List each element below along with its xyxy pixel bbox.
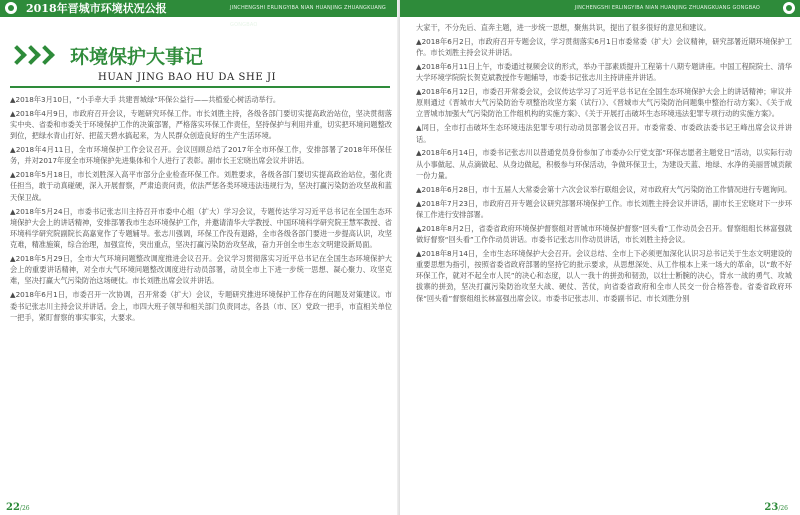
emblem-icon xyxy=(4,1,18,15)
right-body xyxy=(416,22,792,307)
left-header xyxy=(0,0,400,28)
right-page xyxy=(400,0,800,515)
event-paragraph: ▲2018年5月24日，市委书记张志川主持召开市委中心组（扩大）学习会议，专题传达学习习近平总书记在全国生态环境保护大会上的讲话精神，安排部署我市生态环境保护工作，并邀请清华大学教授、中国环境科学研究院王慧军教授、省环境科学研究院副院长高嘉宽作了专题辅导。张志川强调，环保工作没有退路，全市各级各部门要进一步提高认识，攻坚克难，精准施策，综合治理，加强宣传，突出重点，坚决打赢污染防治攻坚战，奋力开创全市生态文明建设新局面。 xyxy=(10,206,392,250)
event-paragraph: ▲2018年6月1日，市委召开一次协调，召开常委（扩大）会议，专题研究推进环境保护工作存在的问题及对策建议。市委书记张志川主持会议并讲话。会上，市四大班子领导和相关部门负责同志，各县（市、区）党政一把手，市直相关单位一把手，紧盯督察的事实事实，大要求。 xyxy=(10,290,392,322)
header-subtitle-left: JINCHENGSHI ERLINGYIBA NIAN HUANJING ZHUANGKUANG GONGBAO xyxy=(230,5,386,28)
event-paragraph: ▲2018年7月23日，市政府召开专题会议研究部署环境保护工作。市长刘胜主持会议并讲话，副市长王宏晓对下一步环保工作进行安排部署。 xyxy=(416,198,792,219)
page-number: 23 xyxy=(764,502,779,513)
left-body xyxy=(10,94,392,326)
section-title: 环境保护大事记 xyxy=(70,46,204,68)
report-title: 2018年晋城市环境状况公报 xyxy=(26,2,167,15)
event-paragraph: ▲2018年8月14日，全市生态环境保护大会召开。会议总结、全市上下必须更加深化认识习总书记关于生态文明建设的重要思想为指引，按照省委省政府部署的坚持它的批示要求，从思想深处、从工作根本上来一场大的革命，以“敢不好环保工作，就对不起全市人民”的决心和态度，以人一我十的拼劲和韧劲，以壮士断腕的决心，背水一战的勇气、攻城拔寨的拼劲，坚决打赢污染防治攻坚大战、硬仗、苦仗，向省委省政府和全市人民交一份合格答卷。省委省政府环保“回头看”督察组组长林富强出席会议。市委书记张志川、市委副书记、市长刘胜分别 xyxy=(416,248,792,303)
event-paragraph: ▲2018年6月11日上午，市委通过视频会议的形式，举办干部素质提升工程第十八期专题讲座。中国工程院院士、清华大学环境学院院长贺克斌教授作专题辅导，市委书记张志川主持讲座并讲话。 xyxy=(416,61,792,83)
event-paragraph: ▲2018年3月10日，“小手牵大手 共建晋城绿”环保公益行——共植爱心树活动举行。 xyxy=(10,95,281,104)
event-paragraph: ▲2018年5月18日，市长刘胜深入高平市部分企业检查环保工作。刘胜要求，各级各部门要切实提高政治站位，强化责任担当，敢于动真碰硬，深入开展督察，严肃追责问责，依法严惩各类环境违法违规行为，坚决打赢污染防治攻坚战和蓝天保卫战。 xyxy=(10,170,392,202)
event-paragraph: ▲同日，全市打击破坏生态环境违法犯罪专项行动动员部署会议召开。市委常委、市委政法委书记王峰出席会议并讲话。 xyxy=(416,123,792,144)
event-paragraph: ▲2018年4月11日，全市环境保护工作会议召开。会议回顾总结了2017年全市环保工作，安排部署了2018年环保任务，并对2017年度全市环境保护先进集体和个人进行了表彰。副市长王宏晓出席会议并讲话。 xyxy=(10,145,392,166)
heading-divider xyxy=(10,86,390,88)
emblem-icon xyxy=(782,1,796,15)
page-total: /26 xyxy=(19,505,30,512)
event-paragraph: ▲2018年4月9日，市政府召开会议，专题研究环保工作。市长刘胜主持，各级各部门要切实提高政治站位，坚决贯彻落实中央、省委和市委关于环境保护工作的决策部署，严格落实环保工作责任，坚持保护与利用并重，切实把环境问题整改到位，把绿水青山打好、把蓝天碧水搞起来，为人民群众创造良好的生产生活环境。 xyxy=(10,108,392,141)
event-paragraph: ▲2018年6月2日，市政府召开专题会议，学习贯彻落实6月1日市委常委（扩大）会议精神，研究部署近期环境保护工作。市长刘胜主持会议并讲话。 xyxy=(416,36,792,58)
page-total: /26 xyxy=(778,505,788,512)
event-paragraph: ▲2018年6月14日，市委书记张志川以普通党员身份参加了市委办公厅党支部“环保志愿者主题党日”活动，以实际行动从小事做起、从点滴做起、从身边做起，积极参与环保活动，争做环保卫士，为建设天蓝、地绿、水净的美丽晋城贡献一份力量。 xyxy=(416,148,792,180)
section-pinyin: HUAN JING BAO HU DA SHE JI xyxy=(98,72,277,83)
event-paragraph: ▲2018年6月28日，市十五届人大常委会第十六次会议举行联组会议，对市政府大气污染防治工作情况进行专题询问。 xyxy=(416,184,792,194)
event-paragraph: ▲2018年6月12日，市委召开常委会议，会议传达学习了习近平总书记在全国生态环境保护大会上的讲话精神；审议并原则通过《晋城市大气污染防治专项整治攻坚方案（试行）》、《晋城市大气污染防治问题集中整治行动方案》、《关于成立晋城市加强大气污染防治工作组机构的实施方案》、《关于开展打击破坏生态环境违法犯罪专项行动的实施方案》。 xyxy=(416,87,792,119)
page-number-left xyxy=(6,502,30,513)
header-subtitle-right: JINCHENGSHI ERLINGYIBA NIAN HUANJING ZHUANGKUANG GONGBAO xyxy=(574,5,760,11)
event-paragraph: ▲2018年5月29日，全市大气环境问题整改调度推进会议召开。会议学习贯彻落实习近平总书记在全国生态环境保护大会上的重要讲话精神，对全市大气环境问题整改调度进行动员部署，动员全市上下进一步统一思想、凝心聚力、攻坚克难，坚决打赢大气污染防治这场硬仗。市长刘胜出席会议并讲话。 xyxy=(10,254,392,286)
right-header xyxy=(400,0,800,17)
event-paragraph: ▲2018年8月2日，省委省政府环境保护督察组对晋城市环境保护督察“回头看”工作动员会召开。督察组组长林富强就做好督察“回头看”工作作动员讲话。市委书记张志川作动员讲话，市长刘胜主持会议。 xyxy=(416,223,792,244)
page-number: 22 xyxy=(6,502,20,513)
page-number-right xyxy=(764,502,788,513)
event-paragraph: 大家干，不分先后、直奔主题，进一步统一思想，聚焦共识，提出了很多很好的意见和建议。 xyxy=(416,23,711,32)
